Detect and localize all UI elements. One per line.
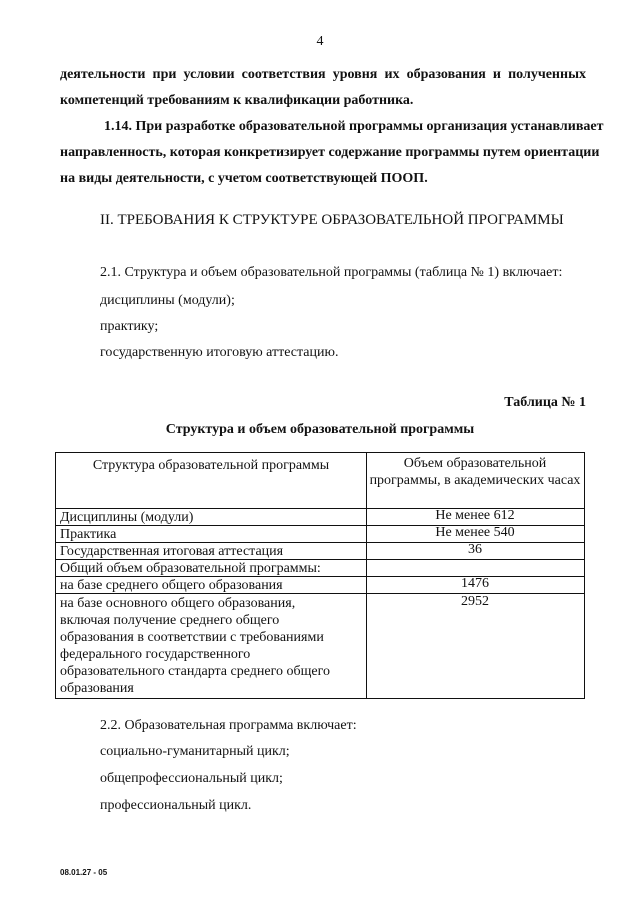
table-header-volume: Объем образовательной программы, в академических часах [369, 456, 581, 488]
table-cell-label: Дисциплины (модули) [60, 510, 194, 525]
table-cell-value: Не менее 540 [435, 525, 515, 540]
list-item: социально-гуманитарный цикл; [100, 744, 290, 759]
table-header-structure: Структура образовательной программы [92, 458, 330, 473]
paragraph-line: на виды деятельности, с учетом соответствующей ПООП. [60, 171, 428, 186]
table-number: Таблица № 1 [504, 395, 586, 410]
table-cell-label: на базе основного общего образования, [60, 596, 296, 611]
table-cell-value: 1476 [461, 576, 489, 591]
paragraph-line: деятельности при условии соответствия уровня их образования и полученных [60, 67, 586, 82]
table-cell-value: 2952 [461, 594, 489, 609]
paragraph-line: направленность, которая конкретизирует содержание программы путем ориентации [60, 145, 600, 160]
list-item: дисциплины (модули); [100, 293, 235, 308]
section-heading: II. ТРЕБОВАНИЯ К СТРУКТУРЕ ОБРАЗОВАТЕЛЬНОЙ ПРОГРАММЫ [100, 212, 564, 228]
list-intro: 2.2. Образовательная программа включает: [100, 718, 357, 733]
structure-table [55, 452, 585, 699]
table-cell-label: федерального государственного [60, 647, 251, 662]
list-intro: 2.1. Структура и объем образовательной программы (таблица № 1) включает: [100, 265, 563, 280]
paragraph-line: компетенций требованиям к квалификации работника. [60, 93, 414, 108]
table-cell-label: включая получение среднего общего [60, 613, 280, 628]
list-item: государственную итоговую аттестацию. [100, 345, 339, 360]
list-item: общепрофессиональный цикл; [100, 771, 283, 786]
table-cell-value: Не менее 612 [435, 508, 515, 523]
page-number: 4 [316, 34, 324, 49]
table-title: Структура и объем образовательной программы [165, 422, 475, 437]
list-item: профессиональный цикл. [100, 798, 252, 813]
paragraph-line: 1.14. При разработке образовательной программы организация устанавливает [104, 119, 604, 134]
footer-code: 08.01.27 - 05 [60, 868, 108, 877]
table-cell-label: на базе среднего общего образования [60, 578, 283, 593]
table-cell-label: образования в соответствии с требованиями [60, 630, 324, 645]
table-cell-label: образовательного стандарта среднего общего [60, 664, 330, 679]
table-cell-label: Государственная итоговая аттестация [60, 544, 284, 559]
table-cell-label: Практика [60, 527, 117, 542]
table-cell-label: Общий объем образовательной программы: [60, 561, 321, 576]
table-cell-value: 36 [468, 542, 482, 557]
table-cell-label: образования [60, 681, 134, 696]
list-item: практику; [100, 319, 159, 334]
